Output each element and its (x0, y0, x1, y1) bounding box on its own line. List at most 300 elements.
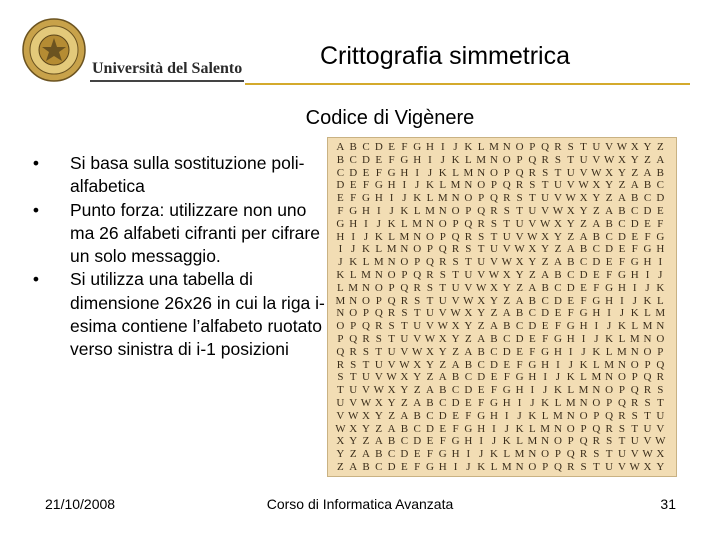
vigenere-cell: L (644, 307, 651, 320)
vigenere-cell: T (580, 141, 587, 153)
vigenere-cell: S (606, 435, 613, 448)
vigenere-cell: L (337, 281, 344, 294)
vigenere-cell: G (553, 332, 562, 345)
vigenere-cell: O (515, 141, 524, 153)
vigenere-cell: O (541, 448, 550, 461)
vigenere-cell: M (617, 345, 627, 358)
vigenere-cell: K (528, 409, 537, 422)
vigenere-cell: C (362, 141, 370, 153)
vigenere-cell: M (642, 320, 653, 333)
vigenere-cell: G (477, 409, 486, 422)
vigenere-cell: A (656, 153, 665, 166)
vigenere-cell: N (515, 460, 524, 473)
vigenere-cell: D (477, 371, 486, 384)
vigenere-cell: M (399, 230, 410, 243)
vigenere-cell: D (541, 307, 550, 320)
vigenere-cell: Q (592, 422, 601, 435)
vigenere-cell: Z (452, 345, 459, 358)
vigenere-grid (334, 141, 667, 474)
vigenere-cell: H (643, 256, 652, 269)
vigenere-cell: Q (643, 371, 652, 384)
vigenere-cell: A (605, 204, 614, 217)
vigenere-cell: C (541, 294, 549, 307)
vigenere-cell: A (592, 217, 601, 230)
vigenere-row (334, 154, 667, 167)
vigenere-cell: M (425, 204, 435, 217)
vigenere-row (334, 435, 667, 448)
vigenere-cell: T (503, 217, 511, 230)
vigenere-cell: X (362, 409, 370, 422)
slide-title: Crittografia simmetrica (319, 42, 571, 70)
vigenere-cell: D (579, 268, 588, 281)
vigenere-cell: A (617, 192, 626, 205)
vigenere-cell: K (515, 422, 524, 435)
vigenere-cell: S (631, 409, 638, 422)
vigenere-cell: L (413, 204, 421, 217)
vigenere-cell: W (475, 281, 487, 294)
vigenere-cell: K (489, 448, 498, 461)
vigenere-row (334, 397, 667, 410)
vigenere-cell: R (362, 332, 370, 345)
vigenere-cell: J (504, 422, 509, 435)
vigenere-cell: O (605, 384, 614, 397)
vigenere-row (334, 167, 667, 180)
vigenere-cell: Z (605, 192, 613, 205)
vigenere-cell: L (528, 422, 536, 435)
vigenere-cell: R (503, 192, 511, 205)
vigenere-cell: B (515, 307, 524, 320)
vigenere-cell: R (643, 384, 652, 397)
vigenere-cell: N (477, 166, 486, 179)
vigenere-cell: U (336, 396, 345, 409)
vigenere-cell: E (644, 217, 651, 230)
vigenere-cell: I (620, 294, 624, 307)
vigenere-cell: C (656, 179, 664, 192)
vigenere-cell: V (477, 268, 486, 281)
vigenere-cell: W (501, 256, 512, 269)
vigenere-cell: V (553, 192, 562, 205)
vigenere-table (327, 137, 677, 477)
vigenere-row (334, 333, 667, 346)
vigenere-cell: E (401, 460, 408, 473)
vigenere-cell: B (631, 192, 639, 205)
vigenere-cell: J (530, 396, 535, 409)
vigenere-cell: C (503, 332, 511, 345)
vigenere-cell: C (631, 204, 639, 217)
vigenere-cell: Q (426, 256, 434, 269)
vigenere-cell: A (630, 179, 639, 192)
vigenere-cell: F (580, 294, 587, 307)
vigenere-cell: I (453, 460, 458, 473)
vigenere-cell: R (464, 230, 473, 243)
vigenere-cell: V (387, 358, 396, 371)
vigenere-cell: J (606, 320, 612, 333)
vigenere-cell: X (413, 358, 422, 371)
vigenere-cell: S (362, 345, 370, 358)
vigenere-cell: C (387, 448, 396, 461)
bullet-text: Punto forza: utilizzare non uno ma 26 alfabeti cifranti per cifrare un solo messaggio. (70, 199, 320, 267)
vigenere-cell: R (515, 179, 524, 192)
vigenere-cell: W (616, 141, 628, 153)
vigenere-cell: E (465, 396, 472, 409)
vigenere-cell: U (656, 409, 665, 422)
vigenere-cell: M (489, 141, 499, 153)
vigenere-cell: O (438, 217, 447, 230)
vigenere-cell: B (643, 179, 652, 192)
vigenere-cell: V (579, 166, 588, 179)
vigenere-cell: W (399, 358, 410, 371)
vigenere-cell: A (553, 256, 562, 269)
vigenere-cell: K (553, 384, 562, 397)
vigenere-cell: P (426, 243, 434, 256)
vigenere-cell: L (362, 256, 370, 269)
vigenere-cell: Z (477, 320, 485, 333)
vigenere-cell: J (658, 268, 663, 281)
vigenere-cell: Q (489, 192, 498, 205)
vigenere-cell: G (605, 281, 614, 294)
vigenere-cell: D (605, 243, 614, 256)
vigenere-cell: J (517, 409, 522, 422)
vigenere-cell: N (502, 141, 511, 153)
vigenere-cell: D (336, 179, 345, 192)
vigenere-cell: P (362, 307, 370, 320)
vigenere-cell: O (553, 435, 562, 448)
vigenere-cell: J (351, 243, 356, 256)
vigenere-cell: Y (362, 422, 370, 435)
vigenere-cell: Z (375, 422, 383, 435)
vigenere-cell: Y (579, 204, 588, 217)
vigenere-cell: Q (579, 435, 588, 448)
vigenere-cell: Y (515, 268, 524, 281)
vigenere-cell: N (387, 256, 396, 269)
vigenere-cell: W (578, 179, 589, 192)
vigenere-cell: Z (618, 179, 626, 192)
vigenere-cell: L (401, 217, 408, 230)
vigenere-cell: N (566, 409, 575, 422)
bullet-marker: • (32, 153, 40, 173)
vigenere-cell: V (362, 384, 370, 397)
vigenere-cell: T (644, 409, 651, 422)
vigenere-cell: X (541, 230, 550, 243)
vigenere-cell: K (464, 141, 473, 153)
vigenere-cell: Y (605, 179, 614, 192)
vigenere-cell: Z (349, 448, 357, 461)
vigenere-cell: L (388, 230, 395, 243)
vigenere-cell: V (592, 153, 601, 166)
vigenere-cell: L (567, 384, 575, 397)
vigenere-cell: L (618, 332, 626, 345)
vigenere-cell: N (553, 422, 562, 435)
vigenere-cell: G (502, 384, 511, 397)
vigenere-cell: W (373, 384, 384, 397)
vigenere-cell: T (605, 448, 613, 461)
vigenere-cell: S (426, 281, 434, 294)
vigenere-cell: J (491, 435, 497, 448)
vigenere-cell: K (617, 320, 626, 333)
vigenere-cell: Z (337, 460, 344, 473)
vigenere-cell: G (451, 435, 460, 448)
vigenere-cell: Y (643, 141, 652, 153)
vigenere-cell: K (477, 460, 486, 473)
vigenere-cell: K (502, 435, 511, 448)
vigenere-cell: Z (580, 217, 587, 230)
vigenere-row (334, 346, 667, 359)
vigenere-cell: S (503, 204, 510, 217)
vigenere-cell: H (566, 332, 575, 345)
vigenere-cell: V (515, 230, 524, 243)
title-divider (245, 83, 690, 85)
vigenere-cell: C (451, 384, 460, 397)
vigenere-cell: G (362, 192, 370, 205)
vigenere-cell: P (593, 409, 600, 422)
vigenere-cell: X (643, 460, 652, 473)
vigenere-cell: F (388, 153, 395, 166)
vigenere-cell: P (375, 294, 382, 307)
vigenere-cell: H (605, 294, 614, 307)
vigenere-cell: B (400, 422, 409, 435)
vigenere-cell: Z (541, 256, 549, 269)
vigenere-cell: V (438, 307, 447, 320)
bullet-list (30, 152, 330, 362)
vigenere-cell: E (349, 179, 357, 192)
vigenere-cell: M (437, 192, 448, 205)
vigenere-cell: A (336, 141, 345, 153)
vigenere-cell: Y (349, 435, 358, 448)
vigenere-cell: U (464, 268, 473, 281)
vigenere-cell: Y (502, 281, 511, 294)
vigenere-cell: N (541, 435, 550, 448)
vigenere-cell: Q (387, 294, 396, 307)
vigenere-cell: Y (477, 307, 486, 320)
vigenere-cell: J (453, 141, 458, 153)
vigenere-cell: N (489, 153, 498, 166)
vigenere-cell: N (592, 384, 601, 397)
vigenere-cell: Z (503, 294, 511, 307)
vigenere-cell: S (529, 179, 536, 192)
bullet-item (30, 199, 330, 269)
vigenere-cell: F (503, 371, 510, 384)
vigenere-cell: V (643, 435, 652, 448)
vigenere-cell: Z (567, 230, 575, 243)
vigenere-cell: Z (656, 141, 664, 153)
vigenere-cell: R (375, 320, 383, 333)
vigenere-cell: L (503, 448, 511, 461)
vigenere-cell: M (655, 307, 666, 320)
vigenere-cell: U (489, 243, 498, 256)
vigenere-cell: I (389, 192, 394, 205)
vigenere-cell: W (527, 230, 538, 243)
vigenere-cell: Q (553, 460, 562, 473)
vigenere-cell: F (465, 409, 472, 422)
vigenere-cell: D (451, 396, 460, 409)
vigenere-cell: C (528, 307, 537, 320)
vigenere-cell: K (579, 358, 588, 371)
vigenere-cell: V (656, 422, 665, 435)
vigenere-cell: C (426, 409, 434, 422)
vigenere-cell: I (364, 217, 368, 230)
vigenere-cell: D (617, 230, 626, 243)
vigenere-cell: M (565, 396, 576, 409)
vigenere-cell: A (515, 294, 524, 307)
vigenere-cell: S (439, 268, 446, 281)
vigenere-cell: V (413, 332, 422, 345)
vigenere-cell: J (427, 166, 433, 179)
vigenere-cell: I (568, 345, 573, 358)
vigenere-cell: F (401, 141, 408, 153)
vigenere-cell: K (400, 204, 409, 217)
vigenere-cell: P (542, 460, 549, 473)
vigenere-cell: T (554, 166, 562, 179)
vigenere-cell: C (643, 192, 652, 205)
vigenere-cell: K (541, 396, 550, 409)
vigenere-cell: F (439, 435, 446, 448)
vigenere-cell: S (401, 307, 408, 320)
vigenere-cell: Q (630, 384, 639, 397)
vigenere-cell: E (439, 422, 447, 435)
university-seal-logo (22, 18, 86, 82)
bullet-text: Si basa sulla sostituzione poli-alfabetica (70, 153, 305, 197)
vigenere-cell: T (516, 204, 523, 217)
vigenere-cell: I (594, 320, 599, 333)
vigenere-cell: O (451, 204, 460, 217)
vigenere-cell: R (567, 460, 575, 473)
vigenere-cell: I (645, 268, 650, 281)
vigenere-cell: N (643, 332, 652, 345)
vigenere-cell: W (411, 345, 423, 358)
vigenere-cell: T (337, 384, 344, 397)
vigenere-cell: R (605, 422, 613, 435)
university-name: Università del Salento (92, 60, 243, 77)
vigenere-cell: Y (489, 294, 498, 307)
vigenere-cell: Y (656, 460, 665, 473)
vigenere-cell: R (400, 294, 409, 307)
vigenere-cell: R (477, 217, 485, 230)
vigenere-cell: B (567, 256, 575, 269)
vigenere-cell: Q (566, 448, 575, 461)
vigenere-cell: A (438, 371, 447, 384)
vigenere-cell: C (490, 345, 498, 358)
vigenere-cell: K (451, 153, 460, 166)
vigenere-cell: V (502, 243, 511, 256)
vigenere-cell: K (374, 230, 383, 243)
vigenere-cell: F (542, 332, 549, 345)
vigenere-cell: G (528, 358, 537, 371)
vigenere-cell: V (336, 409, 345, 422)
vigenere-cell: X (451, 320, 460, 333)
vigenere-cell: N (630, 345, 639, 358)
vigenere-row (334, 384, 667, 397)
vigenere-cell: P (606, 396, 613, 409)
vigenere-cell: I (517, 396, 522, 409)
vigenere-cell: Q (349, 332, 358, 345)
vigenere-cell: I (351, 230, 356, 243)
vigenere-cell: O (566, 422, 575, 435)
vigenere-cell: A (528, 281, 537, 294)
vigenere-cell: X (387, 384, 396, 397)
vigenere-cell: E (362, 166, 370, 179)
vigenere-cell: Q (617, 396, 626, 409)
vigenere-cell: Z (388, 409, 395, 422)
vigenere-cell: I (338, 243, 343, 256)
vigenere-cell: N (413, 230, 422, 243)
vigenere-cell: U (579, 153, 588, 166)
vigenere-cell: Q (336, 345, 345, 358)
vigenere-cell: T (656, 396, 664, 409)
vigenere-cell: E (337, 192, 344, 205)
vigenere-cell: T (477, 243, 485, 256)
vigenere-cell: N (336, 307, 345, 320)
vigenere-row (334, 448, 667, 461)
vigenere-row (334, 461, 667, 474)
vigenere-cell: J (645, 281, 650, 294)
vigenere-cell: F (478, 396, 485, 409)
vigenere-cell: V (630, 448, 639, 461)
vigenere-cell: H (630, 268, 639, 281)
vigenere-cell: G (438, 448, 447, 461)
vigenere-cell: O (489, 166, 498, 179)
vigenere-cell: D (553, 294, 562, 307)
vigenere-cell: B (349, 141, 357, 153)
vigenere-cell: P (401, 268, 408, 281)
vigenere-cell: H (438, 460, 447, 473)
vigenere-cell: T (426, 294, 434, 307)
vigenere-cell: O (362, 294, 370, 307)
vigenere-cell: T (541, 179, 549, 192)
vigenere-row (334, 179, 667, 192)
vigenere-cell: P (414, 256, 421, 269)
vigenere-cell: X (566, 204, 575, 217)
vigenere-cell: R (592, 435, 600, 448)
vigenere-cell: W (642, 448, 653, 461)
vigenere-cell: Q (656, 358, 665, 371)
vigenere-cell: X (374, 396, 383, 409)
vigenere-cell: U (617, 448, 626, 461)
vigenere-cell: U (451, 281, 460, 294)
vigenere-cell: L (349, 268, 357, 281)
vigenere-cell: M (629, 332, 640, 345)
vigenere-cell: N (528, 448, 537, 461)
vigenere-cell: U (541, 192, 550, 205)
vigenere-cell: T (592, 460, 600, 473)
vigenere-cell: L (554, 396, 562, 409)
vigenere-cell: M (514, 448, 525, 461)
vigenere-cell: S (657, 384, 664, 397)
vigenere-cell: J (440, 153, 445, 166)
vigenere-cell: H (617, 281, 626, 294)
vigenere-cell: X (336, 435, 345, 448)
vigenere-cell: T (490, 230, 498, 243)
vigenere-cell: D (489, 358, 498, 371)
vigenere-row (334, 295, 667, 308)
vigenere-cell: X (553, 217, 562, 230)
vigenere-cell: G (464, 422, 473, 435)
vigenere-cell: L (592, 358, 600, 371)
vigenere-cell: I (543, 371, 547, 384)
vigenere-cell: G (515, 371, 524, 384)
vigenere-cell: B (387, 435, 396, 448)
vigenere-cell: A (566, 243, 575, 256)
vigenere-cell: E (618, 243, 626, 256)
vigenere-cell: P (644, 358, 651, 371)
vigenere-cell: W (603, 153, 615, 166)
vigenere-cell: G (541, 345, 550, 358)
vigenere-row (334, 256, 667, 269)
vigenere-cell: F (490, 384, 498, 397)
vigenere-cell: R (439, 256, 447, 269)
vigenere-cell: E (452, 409, 459, 422)
vigenere-cell: A (489, 320, 498, 333)
vigenere-cell: K (605, 332, 614, 345)
